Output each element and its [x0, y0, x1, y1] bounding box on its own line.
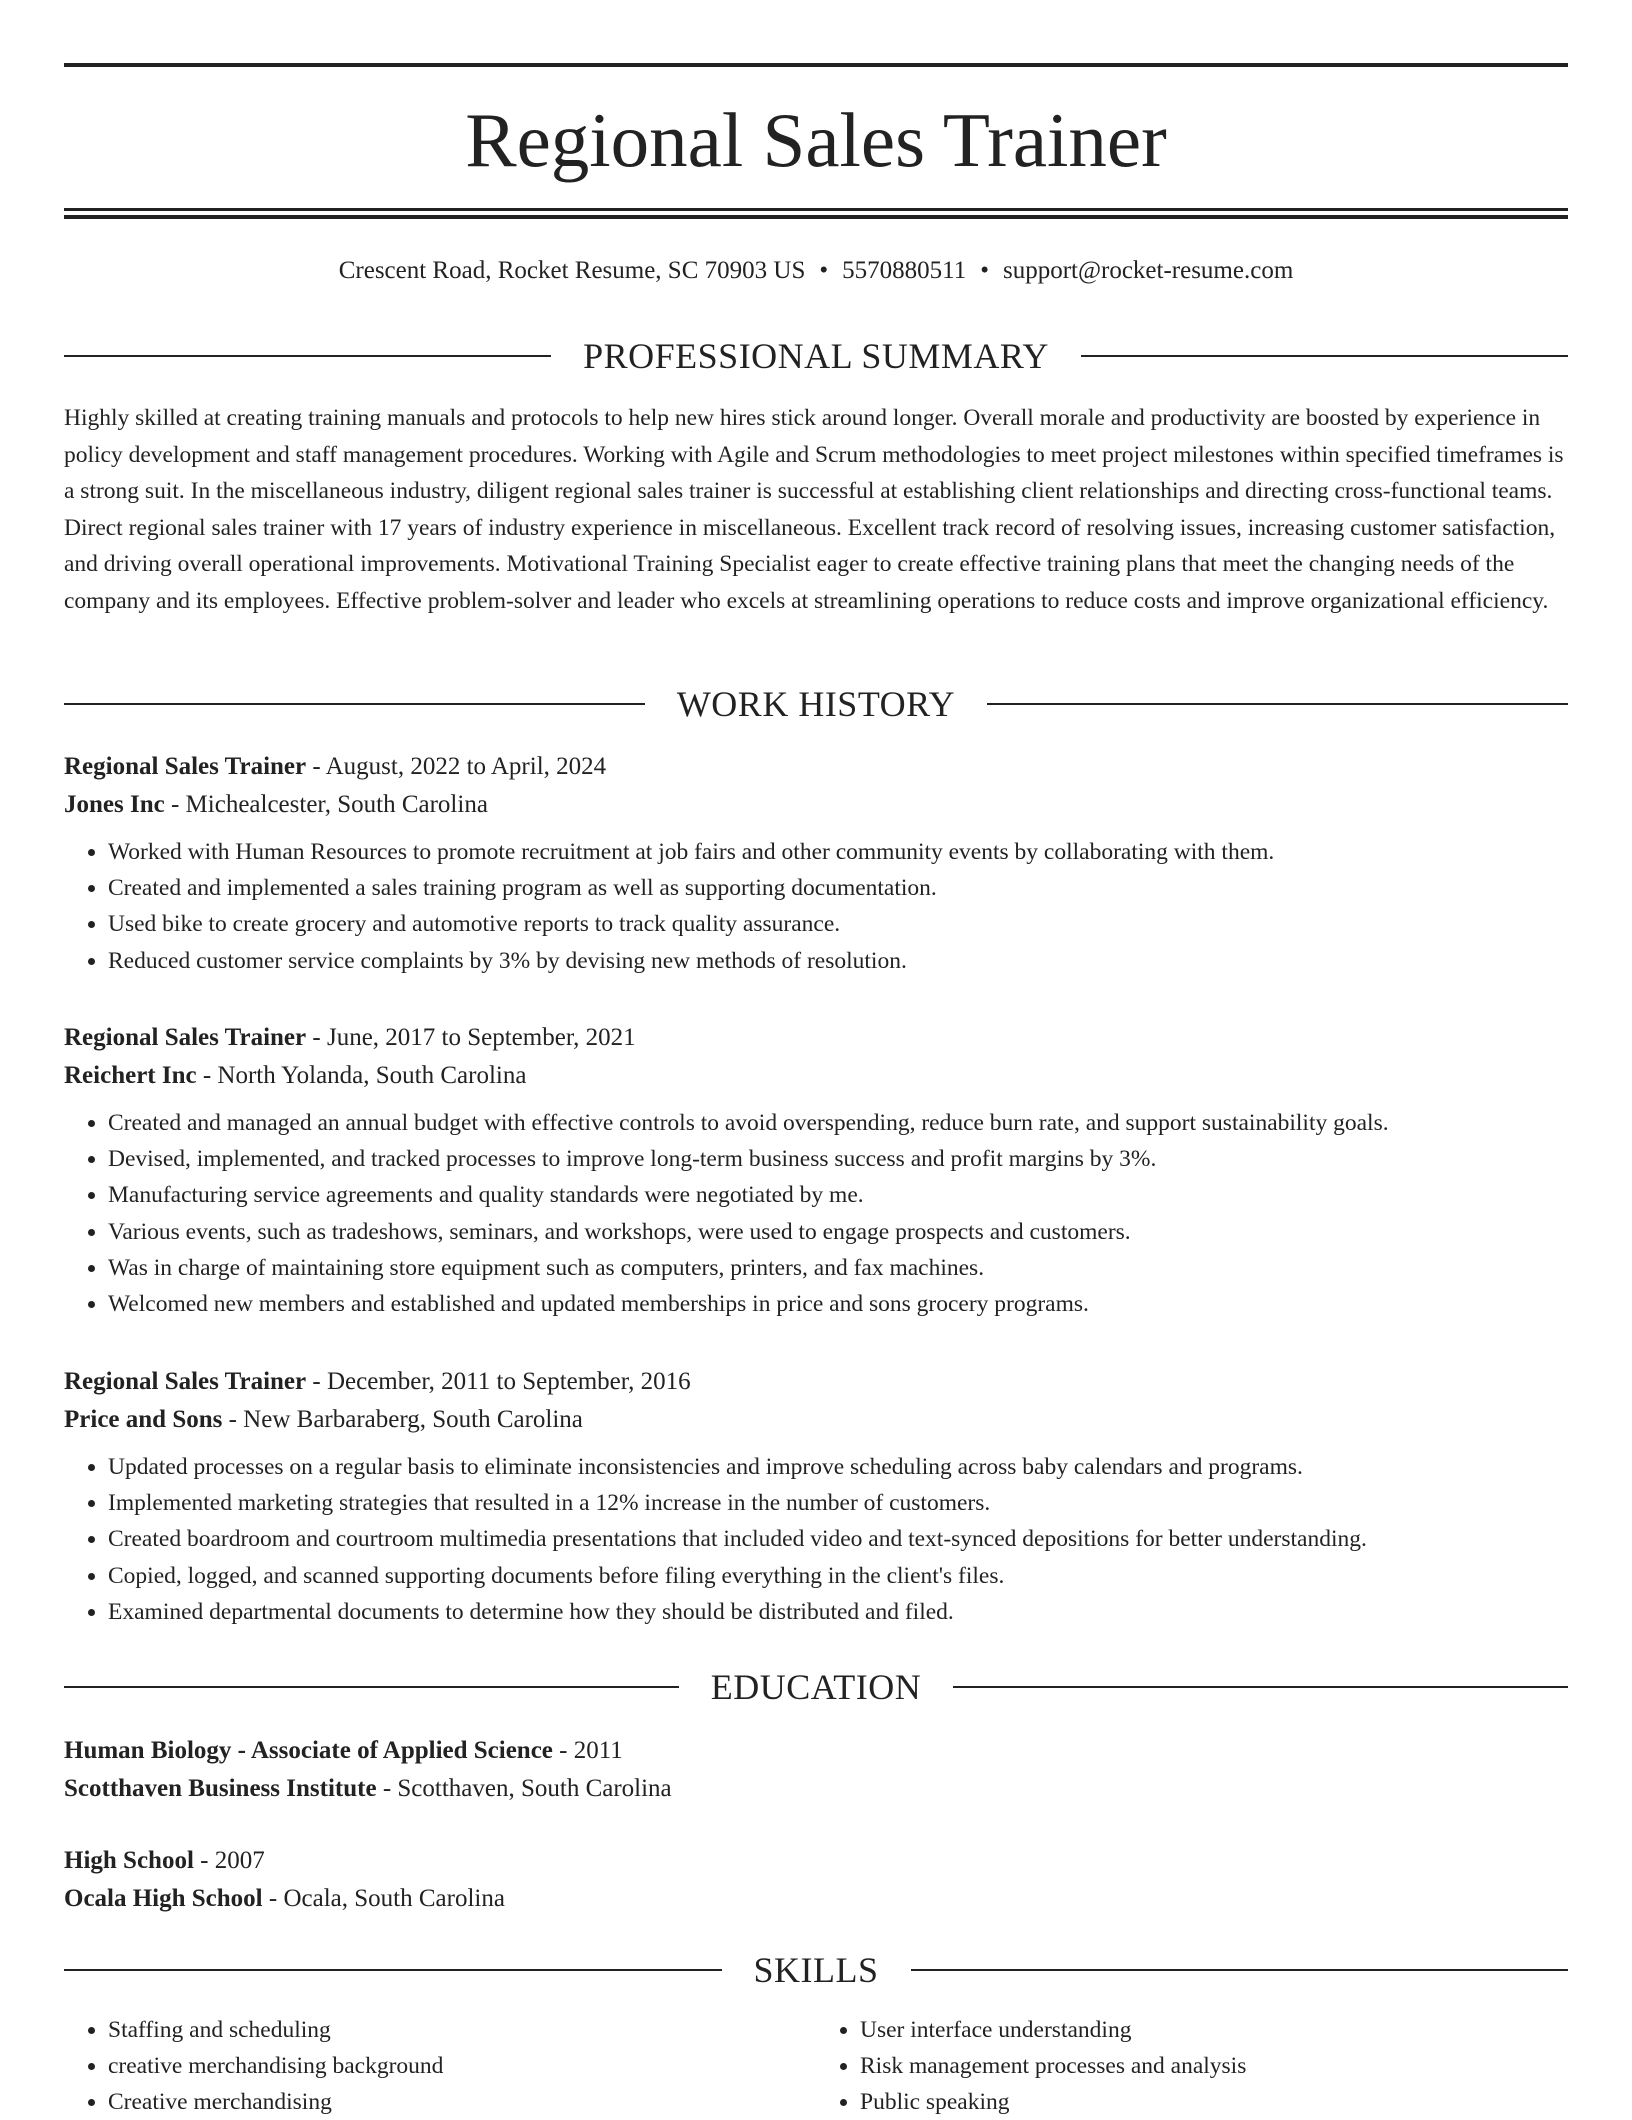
- skills-columns: [64, 2012, 1568, 2120]
- education-entry: [64, 1842, 1568, 1918]
- contact-address: Crescent Road, Rocket Resume, SC 70903 US: [338, 257, 806, 284]
- job-company-line: [64, 1401, 1568, 1439]
- summary-text: Highly skilled at creating training manuals and protocols to help new hires stick around longer. Overall morale and productivity are boosted by experience in policy development and staff management procedures. Working with Agile and Scrum methodologies to meet project milestones within specified timeframes is a strong suit. In the miscellaneous industry, diligent regional sales trainer is successful at establishing client relationships and directing cross-functional teams. Direct regional sales trainer with 17 years of industry experience in miscellaneous. Excellent track record of resolving issues, increasing customer satisfaction, and driving overall operational improvements. Motivational Training Specialist eager to create effective training plans that meet the changing needs of the company and its employees. Effective problem-solver and leader who excels at streamlining operations to reduce costs and improve organizational efficiency.: [64, 405, 1564, 614]
- list-item: • Examined departmental documents to determine how they should be distributed and filed.: [108, 1594, 1568, 1630]
- list-item: • Creative merchandising: [108, 2084, 816, 2120]
- education-school: Ocala High School: [64, 1885, 263, 1912]
- list-item: • Worked with Human Resources to promote recruitment at job fairs and other community events by collaborating with them.: [108, 834, 1568, 870]
- section-header-education: [64, 1665, 1568, 1709]
- section-header-summary: [64, 334, 1568, 378]
- education-year: - 2007: [193, 1847, 265, 1874]
- list-item: • Updated processes on a regular basis to eliminate inconsistencies and improve scheduling across baby calendars and programs.: [108, 1449, 1568, 1485]
- contact-phone: 5570880511: [842, 257, 967, 284]
- job-bullets: [64, 1105, 1568, 1322]
- education-school: Scotthaven Business Institute: [64, 1775, 377, 1802]
- list-item: • Manufacturing service agreements and quality standards were negotiated by me.: [108, 1177, 1568, 1213]
- section-header-skills: [64, 1948, 1568, 1992]
- education-degree-line: [64, 1842, 1568, 1880]
- list-item: • Staffing and scheduling: [108, 2012, 816, 2048]
- section-rule: [64, 703, 645, 705]
- contact-line: [64, 254, 1568, 288]
- section-rule: [1081, 355, 1568, 357]
- job-dates: - June, 2017 to September, 2021: [306, 1024, 636, 1051]
- list-item: • Implemented marketing strategies that resulted in a 12% increase in the number of customers.: [108, 1485, 1568, 1521]
- list-item: • Created boardroom and courtroom multimedia presentations that included video and text-synced depositions for better understanding.: [108, 1521, 1568, 1557]
- list-item: • Was in charge of maintaining store equipment such as computers, printers, and fax machines.: [108, 1250, 1568, 1286]
- list-item: • Public speaking: [860, 2084, 1568, 2120]
- education-school-line: [64, 1770, 1568, 1808]
- list-item: • Used bike to create grocery and automotive reports to track quality assurance.: [108, 906, 1568, 942]
- education-entry: [64, 1732, 1568, 1808]
- job-title: Regional Sales Trainer: [64, 753, 307, 780]
- contact-separator: •: [819, 257, 829, 284]
- job-dates: - August, 2022 to April, 2024: [306, 753, 607, 780]
- section-rule: [911, 1969, 1569, 1971]
- list-item: • Reduced customer service complaints by 3% by devising new methods of resolution.: [108, 943, 1568, 979]
- section-title: WORK HISTORY: [676, 684, 956, 724]
- education-degree: Human Biology - Associate of Applied Science: [64, 1737, 553, 1764]
- job-entry: [64, 748, 1568, 979]
- job-title: Regional Sales Trainer: [64, 1024, 307, 1051]
- section-rule: [987, 703, 1568, 705]
- job-company: Reichert Inc: [64, 1062, 197, 1089]
- job-entry: [64, 1019, 1568, 1322]
- list-item: • Created and managed an annual budget with effective controls to avoid overspending, reduce burn rate, and support sustainability goals.: [108, 1105, 1568, 1141]
- job-bullets: [64, 834, 1568, 979]
- job-company-line: [64, 786, 1568, 824]
- education-degree: High School: [64, 1847, 194, 1874]
- job-title-line: [64, 748, 1568, 786]
- section-rule: [64, 1686, 679, 1688]
- section-title: EDUCATION: [710, 1667, 922, 1707]
- education-school-line: [64, 1880, 1568, 1918]
- list-item: • Welcomed new members and established and updated memberships in price and sons grocery programs.: [108, 1286, 1568, 1322]
- job-company-line: [64, 1057, 1568, 1095]
- list-item: • Risk management processes and analysis: [860, 2048, 1568, 2084]
- list-item: • Devised, implemented, and tracked processes to improve long-term business success and profit margins by 3%.: [108, 1141, 1568, 1177]
- list-item: • creative merchandising background: [108, 2048, 816, 2084]
- section-title: PROFESSIONAL SUMMARY: [583, 336, 1049, 376]
- title-double-rule: [64, 208, 1568, 219]
- contact-separator: •: [980, 257, 989, 284]
- job-bullets: [64, 1449, 1568, 1630]
- skills-list-right: [816, 2012, 1568, 2120]
- education-degree-line: [64, 1732, 1568, 1770]
- section-rule: [953, 1686, 1568, 1688]
- education-location: - Ocala, South Carolina: [262, 1885, 505, 1912]
- job-dates: - December, 2011 to September, 2016: [306, 1368, 691, 1395]
- job-company: Jones Inc: [64, 791, 165, 818]
- list-item: • Created and implemented a sales training program as well as supporting documentation.: [108, 870, 1568, 906]
- section-title: SKILLS: [753, 1950, 879, 1990]
- education-year: - 2011: [552, 1737, 623, 1764]
- job-title-line: [64, 1019, 1568, 1057]
- job-location: - Michealcester, South Carolina: [164, 791, 488, 818]
- job-company: Price and Sons: [64, 1406, 223, 1433]
- education-location: - Scotthaven, South Carolina: [376, 1775, 672, 1802]
- job-entry: [64, 1363, 1568, 1630]
- job-location: - North Yolanda, South Carolina: [196, 1062, 527, 1089]
- section-rule: [64, 355, 551, 357]
- resume-title: Regional Sales Trainer: [465, 97, 1167, 183]
- list-item: • User interface understanding: [860, 2012, 1568, 2048]
- contact-email: support@rocket-resume.com: [1002, 257, 1294, 284]
- job-title-line: [64, 1363, 1568, 1401]
- list-item: • Various events, such as tradeshows, seminars, and workshops, were used to engage prospects and customers.: [108, 1214, 1568, 1250]
- job-title: Regional Sales Trainer: [64, 1368, 307, 1395]
- skills-list-left: [64, 2012, 816, 2120]
- job-location: - New Barbaraberg, South Carolina: [222, 1406, 583, 1433]
- section-header-work: [64, 682, 1568, 726]
- list-item: • Copied, logged, and scanned supporting documents before filing everything in the client's files.: [108, 1558, 1568, 1594]
- top-rule: [64, 63, 1568, 67]
- section-rule: [64, 1969, 722, 1971]
